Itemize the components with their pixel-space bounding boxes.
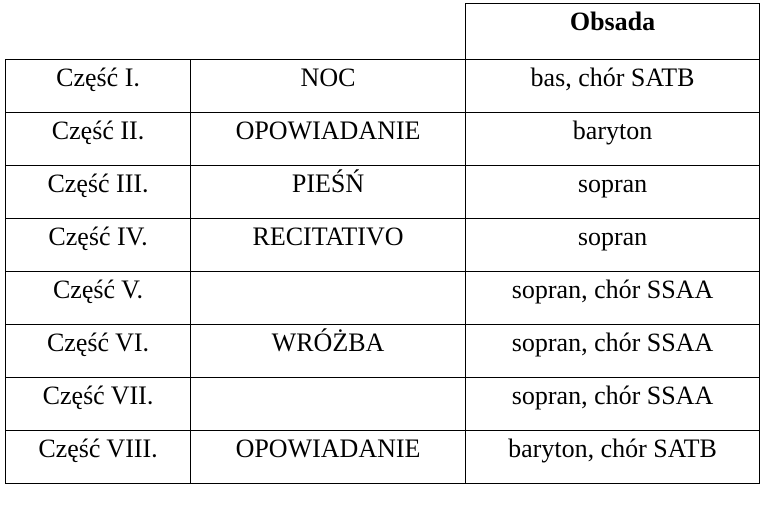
title-cell: OPOWIADANIE: [191, 431, 466, 484]
cast-cell: sopran: [466, 166, 760, 219]
cast-cell: sopran, chór SSAA: [466, 378, 760, 431]
title-cell: RECITATIVO: [191, 219, 466, 272]
title-cell: OPOWIADANIE: [191, 113, 466, 166]
cast-table-body: [6, 4, 760, 484]
cast-cell: sopran, chór SSAA: [466, 325, 760, 378]
part-cell: Część VII.: [6, 378, 191, 431]
cast-cell: sopran, chór SSAA: [466, 272, 760, 325]
cast-table: [5, 3, 760, 484]
cast-cell: sopran: [466, 219, 760, 272]
table-row: [6, 113, 760, 166]
part-cell: Część I.: [6, 60, 191, 113]
header-cell-cast: Obsada: [466, 4, 760, 60]
header-cell-title: [191, 4, 466, 60]
table-row: [6, 219, 760, 272]
part-cell: Część VIII.: [6, 431, 191, 484]
title-cell: PIEŚŃ: [191, 166, 466, 219]
table-row: [6, 60, 760, 113]
table-row: [6, 378, 760, 431]
part-cell: Część VI.: [6, 325, 191, 378]
title-cell: [191, 272, 466, 325]
title-cell: WRÓŻBA: [191, 325, 466, 378]
part-cell: Część V.: [6, 272, 191, 325]
part-cell: Część III.: [6, 166, 191, 219]
part-cell: Część II.: [6, 113, 191, 166]
cast-cell: baryton: [466, 113, 760, 166]
table-row: [6, 431, 760, 484]
cast-cell: bas, chór SATB: [466, 60, 760, 113]
table-row: [6, 272, 760, 325]
table-header-row: [6, 4, 760, 60]
header-cell-part: [6, 4, 191, 60]
table-row: [6, 325, 760, 378]
part-cell: Część IV.: [6, 219, 191, 272]
title-cell: [191, 378, 466, 431]
table-row: [6, 166, 760, 219]
cast-cell: baryton, chór SATB: [466, 431, 760, 484]
title-cell: NOC: [191, 60, 466, 113]
